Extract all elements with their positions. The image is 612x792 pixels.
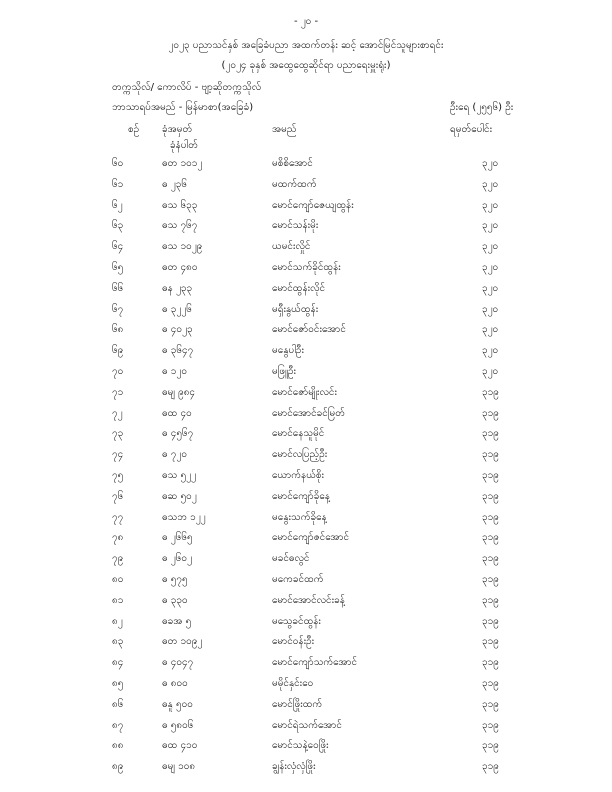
roll-cell: ဓ ၂၆၀၂ — [162, 553, 192, 565]
marks-cell: ၃၁၉ — [482, 428, 499, 440]
table-row — [0, 527, 612, 548]
serial-cell: ၈၃ — [112, 636, 124, 648]
page-number: - ၂၀ - — [293, 16, 319, 27]
marks-cell: ၃၁၉ — [482, 761, 499, 773]
serial-cell: ၈၆ — [112, 698, 124, 710]
roll-cell: ဓတ ၁၀၉၂ — [162, 636, 203, 648]
table-row — [0, 548, 612, 569]
marks-cell: ၃၁၉ — [482, 573, 499, 585]
table-row — [0, 215, 612, 236]
roll-cell: ဓ ၇၂၀ — [162, 449, 187, 461]
name-cell: မောင်သန်းမိုး — [272, 220, 319, 232]
name-cell: မောင်ဖြိုးထက် — [272, 698, 323, 710]
name-cell: မရှီးနွယ်ထွန်း — [272, 303, 319, 315]
table-row — [0, 590, 612, 611]
roll-cell: ဓ ၂၃၆ — [162, 178, 187, 190]
marks-cell: ၃၁၉ — [482, 594, 499, 606]
roll-cell: ဓ ၅၈၀၆ — [162, 719, 194, 731]
header-roll-sub: ခုံနံပါတ် — [170, 140, 198, 151]
serial-cell: ၆၈ — [112, 324, 124, 336]
name-cell: ယမင်းလှိုင် — [272, 241, 311, 253]
roll-cell: ဓ ၃၆၄၇ — [162, 345, 194, 357]
table-row — [0, 631, 612, 652]
name-cell: မောင်ကျော်သက်အောင် — [272, 657, 358, 669]
serial-cell: ၆၇ — [112, 303, 124, 315]
roll-cell: ဓ ၁၂၀ — [162, 365, 187, 377]
name-cell: မောင်လပြည့်ဦး — [272, 449, 328, 461]
roll-cell: ဓသ ၆၃၃ — [162, 199, 198, 211]
table-row — [0, 174, 612, 195]
marks-cell: ၃၁၉ — [482, 532, 499, 544]
table-row — [0, 340, 612, 361]
table-row — [0, 611, 612, 632]
serial-cell: ၇၇ — [112, 511, 124, 523]
name-cell: မထက်ထက် — [272, 178, 317, 190]
serial-cell: ၈၈ — [112, 740, 124, 752]
name-cell: မနွေးသက်ခိုနေ့ — [272, 511, 327, 523]
name-cell: မောင်ကျော်ဇင်အောင် — [272, 532, 350, 544]
table-row — [0, 299, 612, 320]
name-cell: မောင်သက်ခိုင်ထွန်း — [272, 261, 341, 273]
table-row — [0, 694, 612, 715]
marks-cell: ၃၂၀ — [482, 241, 499, 253]
serial-cell: ၆၄ — [112, 241, 124, 253]
marks-cell: ၃၁၉ — [482, 553, 499, 565]
table-row — [0, 195, 612, 216]
table-row — [0, 423, 612, 444]
marks-cell: ၃၁၉ — [482, 657, 499, 669]
serial-cell: ၈၄ — [112, 657, 124, 669]
marks-cell: ၃၂၀ — [482, 303, 499, 315]
marks-cell: ၃၂၀ — [482, 261, 499, 273]
marks-cell: ၃၁၉ — [482, 511, 499, 523]
serial-cell: ၇၂ — [112, 407, 123, 419]
table-row — [0, 361, 612, 382]
roll-cell: ဓထ ၄၀ — [162, 407, 192, 419]
name-cell: မသွေခင်ထွန်း — [272, 615, 321, 627]
marks-cell: ၃၂၀ — [482, 220, 499, 232]
roll-cell: ဓသ ၅၂၂ — [162, 469, 196, 481]
roll-cell: ဓဆ ၅၀၂ — [162, 490, 197, 502]
total-count: ဦးရေ (၂၅၅၆) ဦး — [450, 102, 514, 113]
table-row — [0, 444, 612, 465]
serial-cell: ၇၉ — [112, 553, 124, 565]
name-cell: မမိုင်နှင်းဝေ — [272, 677, 314, 689]
table-row — [0, 486, 612, 507]
roll-cell: ဓ ၈၀၀ — [162, 677, 188, 689]
roll-cell: ဓ ၂၆၆၅ — [162, 532, 193, 544]
marks-cell: ၃၂၀ — [482, 365, 499, 377]
header-roll: ခုံအမှတ် — [162, 124, 193, 135]
marks-cell: ၃၁၉ — [482, 490, 499, 502]
marks-cell: ၃၂၀ — [482, 199, 499, 211]
name-cell: မောင်ဇော်မျိုးလင်း — [272, 386, 338, 398]
table-row — [0, 735, 612, 756]
table-row — [0, 257, 612, 278]
serial-cell: ၇၁ — [112, 386, 124, 398]
marks-cell: ၃၁၉ — [482, 719, 499, 731]
roll-cell: ဓ ၅၇၅ — [162, 573, 188, 585]
serial-cell: ၇၅ — [112, 469, 124, 481]
marks-cell: ၃၁၉ — [482, 615, 499, 627]
table-row — [0, 652, 612, 673]
name-cell: မနွေပါဦး — [272, 345, 305, 357]
table-row — [0, 403, 612, 424]
serial-cell: ၈၁ — [112, 594, 124, 606]
header-marks: ရမှတ်ပေါင်း — [450, 124, 493, 135]
marks-cell: ၃၁၉ — [482, 698, 499, 710]
serial-cell: ၇၆ — [112, 490, 124, 502]
name-cell: ယောက်နယ်စိုး — [272, 469, 325, 481]
serial-cell: ၇၈ — [112, 532, 124, 544]
name-cell: မောင်နေသူမိုင် — [272, 428, 325, 440]
serial-cell: ၈၉ — [112, 761, 124, 773]
table-row — [0, 153, 612, 174]
roll-cell: ဓခအ ၅ — [162, 615, 192, 627]
serial-cell: ၈၀ — [112, 573, 124, 585]
table-row — [0, 278, 612, 299]
serial-cell: ၈၅ — [112, 677, 124, 689]
name-cell: မောင်ဇော်ဝင်းအောင် — [272, 324, 346, 336]
serial-cell: ၈၇ — [112, 719, 124, 731]
marks-cell: ၃၁၉ — [482, 469, 499, 481]
roll-cell: ဓသ ၇၆၇ — [162, 220, 198, 232]
marks-cell: ၃၁၉ — [482, 449, 499, 461]
roll-cell: ဓတ ၁၀၁၂ — [162, 158, 203, 169]
marks-cell: ၃၂၀ — [482, 282, 499, 294]
name-cell: မောင်ကျော်ဇေယျထွန်း — [272, 199, 354, 211]
name-cell: မဖြူဦး — [272, 365, 297, 377]
table-row — [0, 319, 612, 340]
document-title: ၂၀၂၃ ပညာသင်နှစ် အခြေခံပညာ အထက်တန်း ဆင့် အောင်မြင်သူများစာရင်း — [168, 40, 444, 51]
name-cell: မခင်ဓလွင် — [272, 553, 310, 565]
serial-cell: ၆၃ — [112, 220, 124, 232]
roll-cell: ဓ ၄၅၆၇ — [162, 428, 194, 440]
serial-cell: ၆၅ — [112, 261, 124, 273]
roll-cell: ဓ ၄၀၂၃ — [162, 324, 193, 336]
name-cell: မောင်ထွန်းလိုင် — [272, 282, 326, 294]
table-row — [0, 756, 612, 777]
roll-cell: ဓန ၂၃၃ — [162, 282, 193, 294]
marks-cell: ၃၁၉ — [482, 677, 499, 689]
name-cell: မောင်ရဲသက်အောင် — [272, 719, 342, 731]
name-cell: မောင်ဝန်းဦး — [272, 636, 315, 648]
table-row — [0, 569, 612, 590]
name-cell: မောင်အောင်လင်းခန့် — [272, 594, 345, 606]
table-row — [0, 715, 612, 736]
header-serial: စဉ် — [128, 124, 140, 135]
table-row — [0, 465, 612, 486]
name-cell: မောင်ကျော်ခိုနေ့ — [272, 490, 330, 502]
roll-cell: ဓ ၃၂၂၆ — [162, 303, 192, 315]
name-cell: မကေခင်ထက် — [272, 573, 324, 585]
roll-cell: ဓသ ၁၀၂၉ — [162, 241, 203, 253]
header-name: အမည် — [272, 124, 297, 135]
name-cell: မောင်အောင်ခင်မြတ် — [272, 407, 345, 419]
roll-cell: ဓထ ၄၁၀ — [162, 740, 198, 752]
document-subtitle: (၂၀၂၄ ခုနှစ် အထွေထွေဆိုင်ရာ ပညာရေးမှူးရုံး) — [221, 60, 391, 71]
serial-cell: ၇၄ — [112, 449, 124, 461]
roll-cell: ဓမျ ၉၈၄ — [162, 386, 196, 398]
marks-cell: ၃၂၀ — [482, 324, 499, 336]
marks-cell: ၃၂၀ — [482, 158, 499, 169]
roll-cell: ဓမျ ၁၀၈ — [162, 761, 196, 773]
serial-cell: ၆၉ — [112, 345, 124, 357]
serial-cell: ၆၁ — [112, 178, 124, 190]
roll-cell: ဓ ၄၀၄၇ — [162, 657, 194, 669]
serial-cell: ၆၂ — [112, 199, 123, 211]
university-line: တက္ကသိုလ်/ ကောလိပ် - ဗျာ့ဆိုတက္ကသိုလ် — [112, 82, 262, 93]
roll-cell: ဓနူ ၅၀၀ — [162, 698, 193, 710]
name-cell: မစိစိအောင် — [272, 158, 313, 169]
roll-cell: ဓတ ၄၈၀ — [162, 261, 198, 273]
marks-cell: ၃၁၉ — [482, 407, 499, 419]
marks-cell: ၃၁၉ — [482, 386, 499, 398]
marks-cell: ၃၂၀ — [482, 178, 499, 190]
serial-cell: ၆၆ — [112, 282, 124, 294]
serial-cell: ၇၃ — [112, 428, 124, 440]
roll-cell: ဓသဘ ၁၂၂ — [162, 511, 206, 523]
table-row — [0, 673, 612, 694]
serial-cell: ၆၀ — [112, 158, 124, 169]
table-row — [0, 236, 612, 257]
roll-cell: ဓ ၃၃၀ — [162, 594, 188, 606]
table-row — [0, 507, 612, 528]
marks-cell: ၃၁၉ — [482, 636, 499, 648]
name-cell: ချွန်းလှံလှံဖြိုး — [272, 761, 316, 773]
marks-cell: ၃၁၉ — [482, 740, 499, 752]
table-row — [0, 382, 612, 403]
marks-cell: ၃၂၀ — [482, 345, 499, 357]
serial-cell: ၇၀ — [112, 365, 124, 377]
serial-cell: ၈၂ — [112, 615, 123, 627]
name-cell: မောင်သနဲ့ဝေဖြိုး — [272, 740, 329, 752]
results-list — [0, 153, 612, 777]
subject-line: ဘာသာရပ်အမည် - မြန်မာစာ(အခြေခံ) — [112, 102, 254, 113]
